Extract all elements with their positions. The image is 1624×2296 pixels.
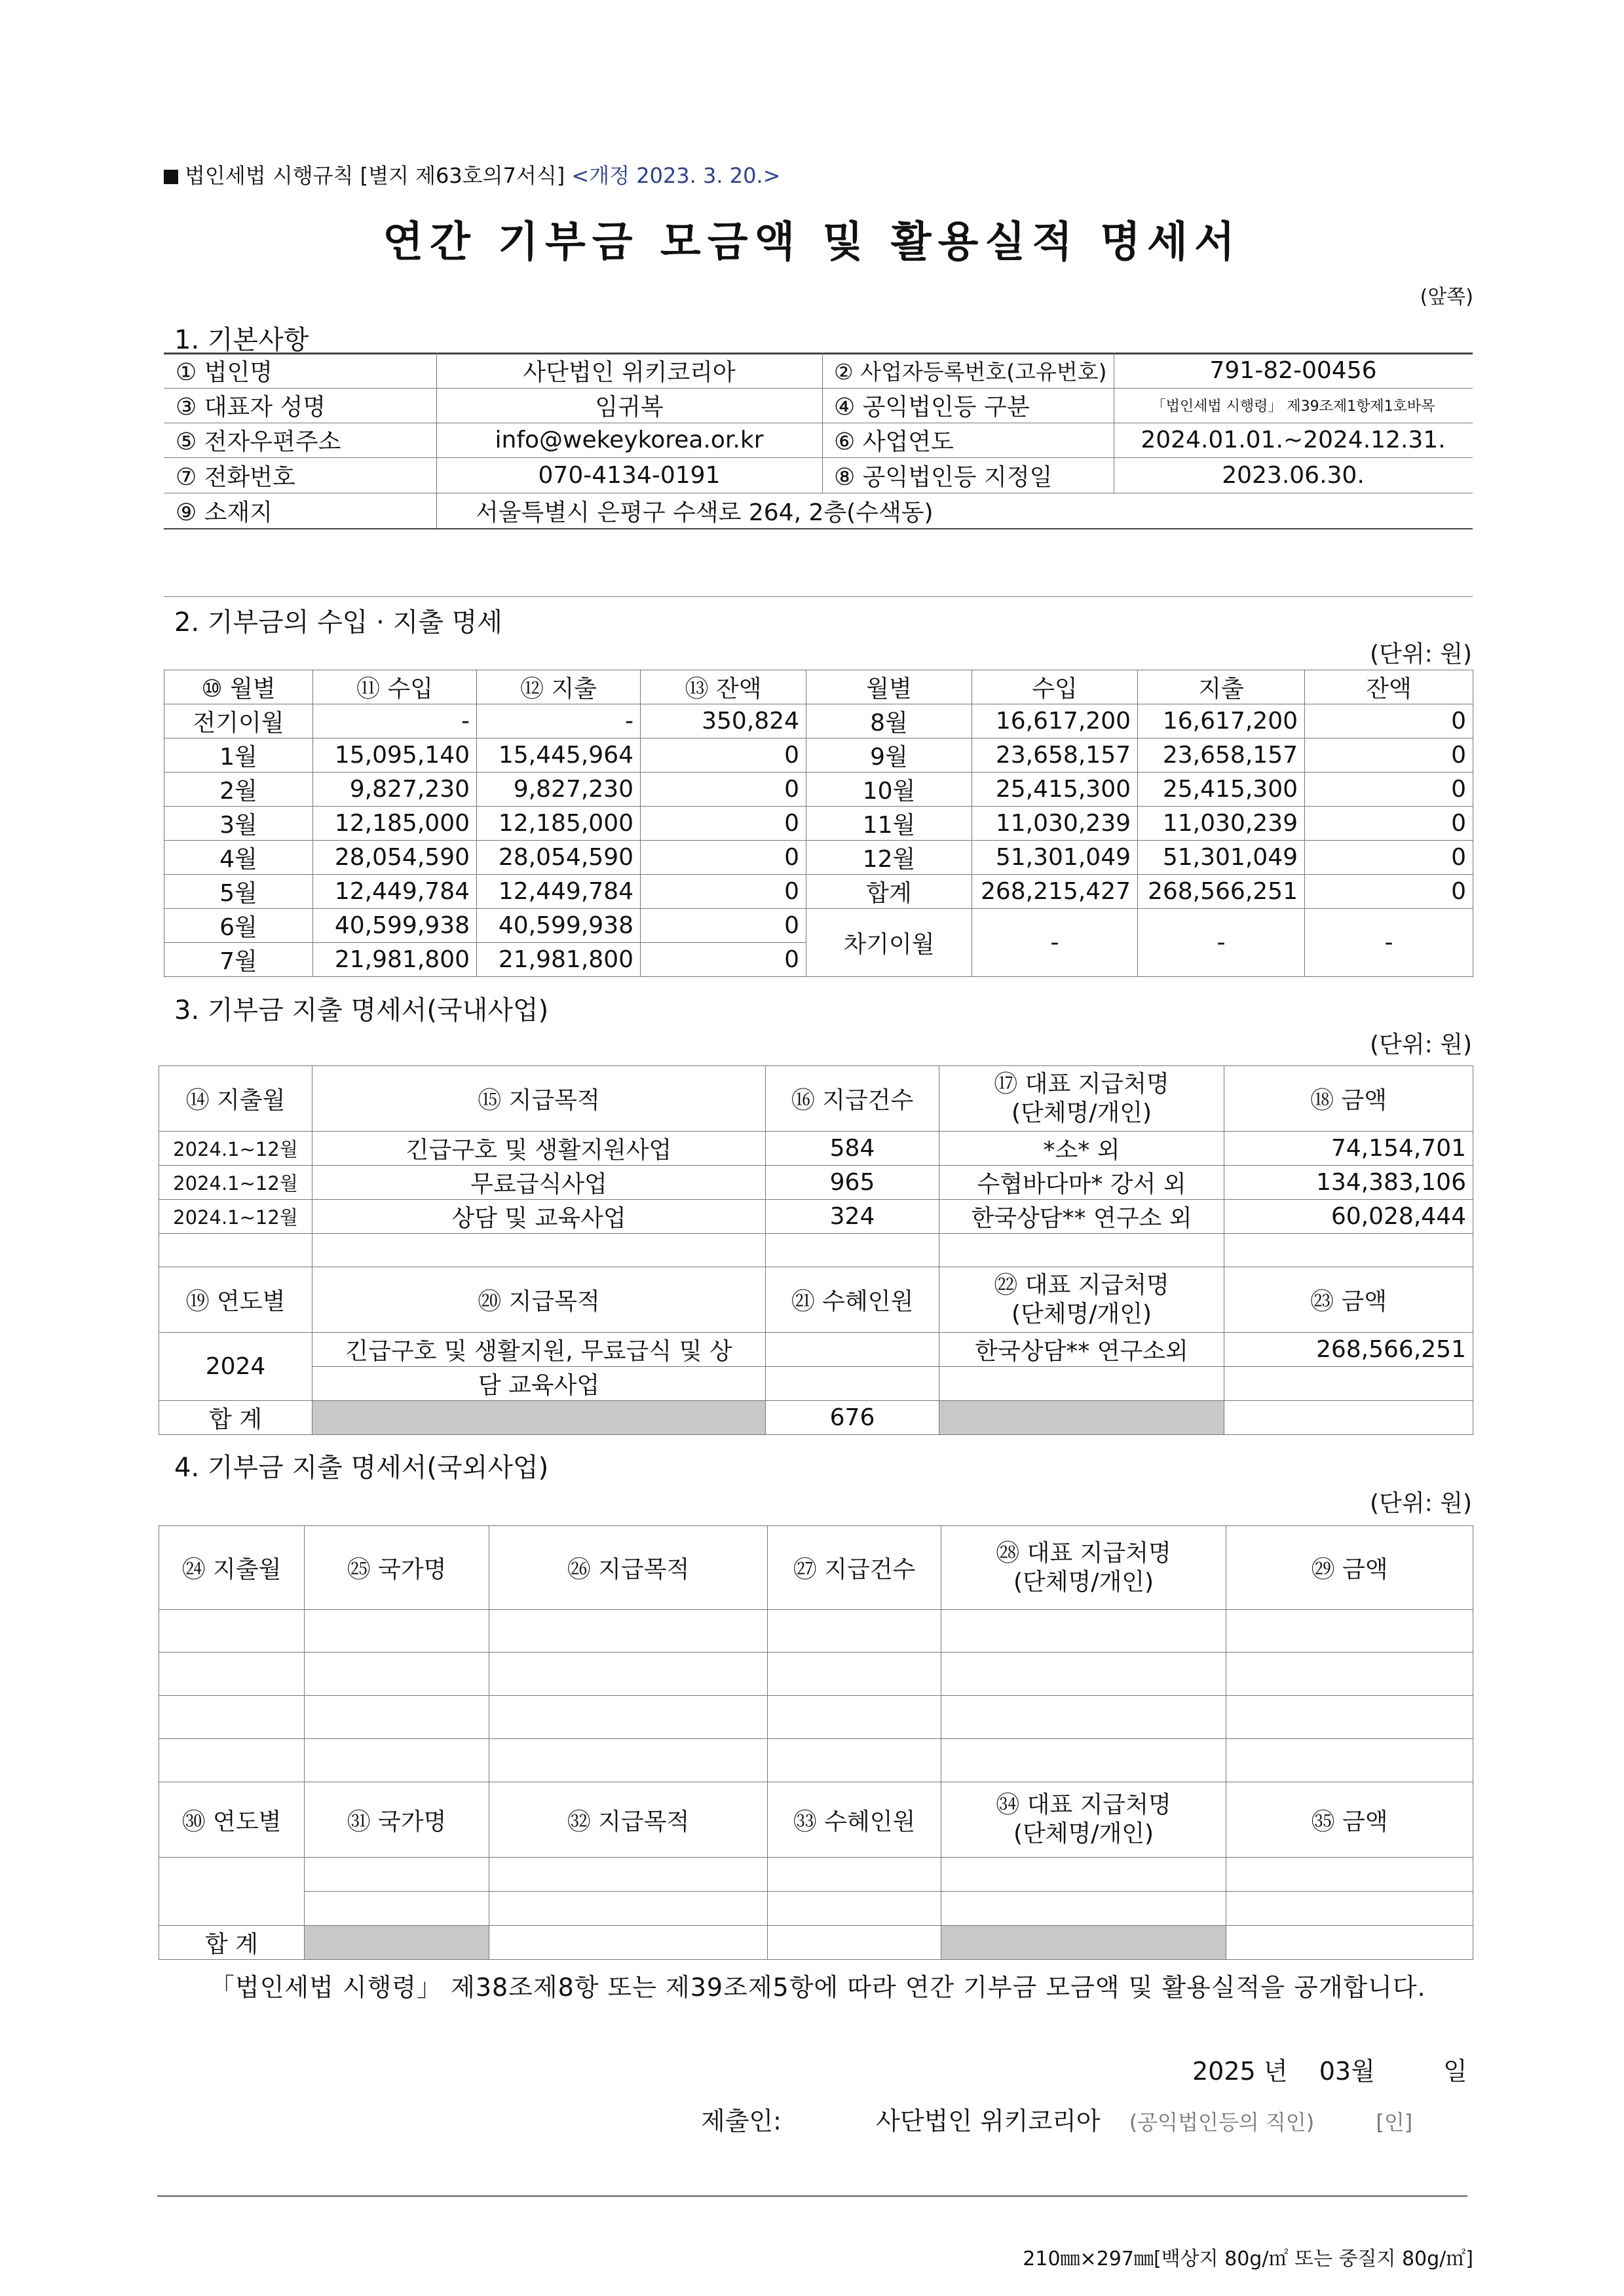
total-expense-cell: 268,566,251 — [1138, 875, 1305, 909]
col-recipient-2 — [939, 1267, 1224, 1333]
fiscal-year-value: 2024.01.01.~2024.12.31. — [1141, 427, 1446, 453]
income-cell: 16,617,200 — [972, 704, 1138, 738]
section3-unit: (단위: 원) — [1370, 1031, 1472, 1058]
month-cell: 6월 — [164, 909, 313, 943]
total-income-cell: 268,215,427 — [972, 875, 1138, 909]
amount-cell: 134,383,106 — [1224, 1166, 1473, 1200]
table-row — [164, 841, 1473, 875]
count-cell: 965 — [766, 1166, 939, 1200]
table-row — [164, 807, 1473, 841]
col-country-2: ㉛ 국가명 — [305, 1782, 489, 1858]
balance-cell: 0 — [1305, 738, 1473, 773]
col-month-2: 월별 — [806, 670, 972, 704]
domestic-year-header-row — [159, 1267, 1473, 1333]
balance-cell: 0 — [641, 875, 806, 909]
col-purpose-2: ㉜ 지급목적 — [489, 1782, 768, 1858]
date-month: 03월 — [1319, 2057, 1375, 2086]
expense-cell: 23,658,157 — [1138, 738, 1305, 773]
month-cell: 8월 — [806, 704, 972, 738]
col-recipient-line2: (단체명/개인) — [1013, 1568, 1154, 1596]
section2-heading: 2. 기부금의 수입 · 지출 명세 — [174, 607, 502, 638]
col-income: ⑪ 수입 — [313, 670, 477, 704]
section2-unit: (단위: 원) — [1370, 641, 1472, 668]
expense-cell: 9,827,230 — [477, 773, 641, 807]
balance-cell: 350,824 — [641, 704, 806, 738]
recipient-cell: *소* 외 — [939, 1132, 1224, 1166]
carry-over-balance: - — [1305, 909, 1473, 977]
expense-cell: 40,599,938 — [477, 909, 641, 943]
month-cell: 3월 — [164, 807, 313, 841]
submitter-name: 사단법인 위키코리아 — [876, 2107, 1101, 2135]
date-year: 2025 — [1192, 2057, 1256, 2086]
col-beneficiaries: ㉑ 수혜인원 — [766, 1267, 939, 1333]
month-cell: 10월 — [806, 773, 972, 807]
month-cell: 7월 — [164, 943, 313, 977]
total-label: 합 계 — [159, 1401, 312, 1435]
expense-cell: 16,617,200 — [1138, 704, 1305, 738]
table-row — [164, 773, 1473, 807]
email-label: ⑤ 전자우편주소 — [176, 429, 341, 455]
expense-cell: 28,054,590 — [477, 841, 641, 875]
amount-cell: 60,028,444 — [1224, 1200, 1473, 1234]
square-bullet-icon — [164, 170, 178, 184]
col-expense-month: ㉔ 지출월 — [159, 1526, 305, 1610]
col-recipient-line2: (단체명/개인) — [1011, 1099, 1152, 1126]
col-amount: ⑱ 금액 — [1224, 1066, 1473, 1132]
recipient-cell: 수협바다마* 강서 외 — [939, 1166, 1224, 1200]
total-label: 합 계 — [159, 1926, 305, 1960]
designated-value: 2023.06.30. — [1222, 461, 1365, 489]
balance-cell: 0 — [641, 773, 806, 807]
submitter-line — [701, 2101, 1412, 2137]
col-purpose: ㉖ 지급목적 — [489, 1526, 768, 1610]
balance-cell: 0 — [641, 909, 806, 943]
rep-label: ③ 대표자 성명 — [176, 394, 326, 421]
expense-cell: 25,415,300 — [1138, 773, 1305, 807]
count-cell: 324 — [766, 1200, 939, 1234]
year-cell: 2024 — [159, 1333, 312, 1401]
col-recipient-line1: ⑰ 대표 지급처명 — [994, 1070, 1169, 1098]
form-regulation-header — [164, 159, 780, 189]
col-balance: ⑬ 잔액 — [641, 670, 806, 704]
date-year-unit: 년 — [1263, 2057, 1288, 2086]
disclosure-statement: 「법인세법 시행령」 제38조제8항 또는 제39조제5항에 따라 연간 기부금 모금액 및 활용실적을 공개합니다. — [210, 1973, 1426, 2002]
page-title: 연간 기부금 모금액 및 활용실적 명세서 — [383, 218, 1241, 267]
paper-spec: 210㎜×297㎜[백상지 80g/㎡ 또는 중질지 80g/㎡] — [1023, 2248, 1473, 2270]
carry-over-expense: - — [1138, 909, 1305, 977]
section3-heading: 3. 기부금 지출 명세서(국내사업) — [174, 995, 549, 1025]
table-row-empty — [159, 1234, 1473, 1267]
section1-heading: 1. 기본사항 — [174, 325, 309, 355]
front-page-mark: (앞쪽) — [1420, 286, 1473, 309]
balance-cell: 0 — [1305, 704, 1473, 738]
month-cell: 전기이월 — [164, 704, 313, 738]
col-month: ⑩ 월별 — [164, 670, 313, 704]
income-cell: 25,415,300 — [972, 773, 1138, 807]
col-income-2: 수입 — [972, 670, 1138, 704]
regulation-text: 법인세법 시행규칙 [별지 제63호의7서식] — [185, 163, 565, 188]
col-recipient-2-line2: (단체명/개인) — [1013, 1820, 1154, 1847]
recipient-cell: 한국상담** 연구소 외 — [939, 1200, 1224, 1234]
col-recipient — [939, 1066, 1224, 1132]
rep-value: 임귀복 — [595, 394, 664, 421]
col-country: ㉕ 국가명 — [305, 1526, 489, 1610]
col-recipient-2-line2: (단체명/개인) — [1011, 1300, 1152, 1328]
expense-cell: 11,030,239 — [1138, 807, 1305, 841]
table-row — [164, 704, 1473, 738]
bottom-divider — [157, 2195, 1467, 2197]
pub-type-label: ④ 공익법인등 구분 — [834, 394, 1030, 421]
total-count: 676 — [766, 1401, 939, 1435]
income-expense-table — [164, 670, 1473, 977]
submission-date — [1192, 2051, 1467, 2087]
col-recipient-2-line1: ㉞ 대표 지급처명 — [996, 1791, 1171, 1818]
table-row — [159, 1333, 1473, 1367]
month-cell: 4월 — [164, 841, 313, 875]
total-balance-cell: 0 — [1305, 875, 1473, 909]
balance-cell: 0 — [641, 943, 806, 977]
income-cell: 51,301,049 — [972, 841, 1138, 875]
overseas-expense-table — [159, 1525, 1473, 1960]
fiscal-year-label: ⑥ 사업연도 — [834, 429, 954, 455]
income-cell: 11,030,239 — [972, 807, 1138, 841]
address-value: 서울특별시 은평구 수색로 264, 2층(수색동) — [476, 499, 934, 526]
expense-month-cell: 2024.1~12월 — [159, 1200, 312, 1234]
date-day-unit: 일 — [1443, 2057, 1467, 2086]
col-count: ㉗ 지급건수 — [768, 1526, 941, 1610]
col-recipient-2-line1: ㉒ 대표 지급처명 — [994, 1271, 1169, 1299]
revision-text: <개정 2023. 3. 20.> — [571, 163, 781, 188]
phone-value: 070-4134-0191 — [538, 461, 721, 489]
total-row — [159, 1401, 1473, 1435]
pub-type-value: 「법인세법 시행령」 제39조제1항제1호바목 — [1151, 398, 1435, 415]
col-expense: ⑫ 지출 — [477, 670, 641, 704]
month-cell: 11월 — [806, 807, 972, 841]
col-beneficiaries: ㉝ 수혜인원 — [768, 1782, 941, 1858]
balance-cell: 0 — [1305, 773, 1473, 807]
col-year: ⑲ 연도별 — [159, 1267, 312, 1333]
balance-cell: 0 — [641, 807, 806, 841]
table-row-empty — [159, 1892, 1473, 1926]
purpose-cell: 긴급구호 및 생활지원사업 — [312, 1132, 766, 1166]
table-row — [159, 1200, 1473, 1234]
bizno-label: ② 사업자등록번호(고유번호) — [834, 358, 1107, 385]
col-count: ⑯ 지급건수 — [766, 1066, 939, 1132]
seal-mark: [인] — [1376, 2110, 1413, 2135]
col-amount-2: ㉟ 금액 — [1226, 1782, 1473, 1858]
expense-cell: 21,981,800 — [477, 943, 641, 977]
balance-cell: 0 — [641, 738, 806, 773]
table-row — [159, 1166, 1473, 1200]
total-row — [159, 1926, 1473, 1960]
income-cell: 9,827,230 — [313, 773, 477, 807]
carry-over-income: - — [972, 909, 1138, 977]
corp-name-label: ① 법인명 — [176, 358, 273, 386]
month-cell: 1월 — [164, 738, 313, 773]
col-amount-2: ㉓ 금액 — [1224, 1267, 1473, 1333]
col-recipient — [941, 1526, 1226, 1610]
carry-over-label: 차기이월 — [806, 909, 972, 977]
income-cell: 21,981,800 — [313, 943, 477, 977]
income-cell: 28,054,590 — [313, 841, 477, 875]
section4-heading: 4. 기부금 지출 명세서(국외사업) — [174, 1453, 549, 1483]
income-cell: 40,599,938 — [313, 909, 477, 943]
month-cell: 12월 — [806, 841, 972, 875]
expense-cell: 15,445,964 — [477, 738, 641, 773]
month-cell: 5월 — [164, 875, 313, 909]
col-recipient-2 — [941, 1782, 1226, 1858]
section4-unit: (단위: 원) — [1370, 1490, 1472, 1517]
bizno-value: 791-82-00456 — [1209, 356, 1377, 384]
overseas-header-row — [159, 1526, 1473, 1610]
domestic-header-row — [159, 1066, 1473, 1132]
purpose-line1-cell: 긴급구호 및 생활지원, 무료급식 및 상 — [312, 1333, 766, 1367]
col-recipient-line1: ㉘ 대표 지급처명 — [996, 1539, 1171, 1567]
overseas-year-header-row — [159, 1782, 1473, 1858]
purpose-line2-cell: 담 교육사업 — [312, 1367, 766, 1401]
recipient-cell: 한국상담** 연구소외 — [939, 1333, 1224, 1367]
col-purpose: ⑮ 지급목적 — [312, 1066, 766, 1132]
total-label-cell: 합계 — [806, 875, 972, 909]
address-label: ⑨ 소재지 — [176, 499, 273, 526]
table-row — [164, 909, 1473, 943]
amount-cell: 268,566,251 — [1224, 1333, 1473, 1367]
expense-cell: 12,449,784 — [477, 875, 641, 909]
col-purpose-2: ⑳ 지급목적 — [312, 1267, 766, 1333]
designated-label: ⑧ 공익법인등 지정일 — [834, 463, 1053, 491]
income-cell: 23,658,157 — [972, 738, 1138, 773]
submitter-label: 제출인: — [701, 2107, 782, 2135]
table-row-empty — [159, 1739, 1473, 1782]
table-row-empty — [159, 1653, 1473, 1696]
col-expense-2: 지출 — [1138, 670, 1305, 704]
count-cell: 584 — [766, 1132, 939, 1166]
corp-name-value: 사단법인 위키코리아 — [523, 358, 736, 386]
table-row — [164, 875, 1473, 909]
balance-cell: 0 — [1305, 841, 1473, 875]
expense-cell: 51,301,049 — [1138, 841, 1305, 875]
email-value: info@wekeykorea.or.kr — [495, 427, 764, 453]
table-row — [164, 738, 1473, 773]
income-cell: 12,185,000 — [313, 807, 477, 841]
col-year: ㉚ 연도별 — [159, 1782, 305, 1858]
balance-cell: 0 — [641, 841, 806, 875]
expense-cell: 12,185,000 — [477, 807, 641, 841]
month-cell: 9월 — [806, 738, 972, 773]
income-expense-header-row — [164, 670, 1473, 704]
income-cell: - — [313, 704, 477, 738]
submitter-note: (공익법인등의 직인) — [1129, 2110, 1315, 2135]
expense-month-cell: 2024.1~12월 — [159, 1166, 312, 1200]
col-expense-month: ⑭ 지출월 — [159, 1066, 312, 1132]
table-row-empty — [159, 1610, 1473, 1653]
amount-cell: 74,154,701 — [1224, 1132, 1473, 1166]
table-row — [159, 1367, 1473, 1401]
month-cell: 2월 — [164, 773, 313, 807]
income-cell: 12,449,784 — [313, 875, 477, 909]
phone-label: ⑦ 전화번호 — [176, 463, 295, 491]
domestic-expense-table — [159, 1065, 1473, 1435]
purpose-cell: 무료급식사업 — [312, 1166, 766, 1200]
table-row-empty — [159, 1858, 1473, 1892]
expense-month-cell: 2024.1~12월 — [159, 1132, 312, 1166]
balance-cell: 0 — [1305, 807, 1473, 841]
income-cell: 15,095,140 — [313, 738, 477, 773]
expense-cell: - — [477, 704, 641, 738]
col-balance-2: 잔액 — [1305, 670, 1473, 704]
purpose-cell: 상담 및 교육사업 — [312, 1200, 766, 1234]
table-row — [159, 1132, 1473, 1166]
col-amount: ㉙ 금액 — [1226, 1526, 1473, 1610]
table-row-empty — [159, 1696, 1473, 1739]
